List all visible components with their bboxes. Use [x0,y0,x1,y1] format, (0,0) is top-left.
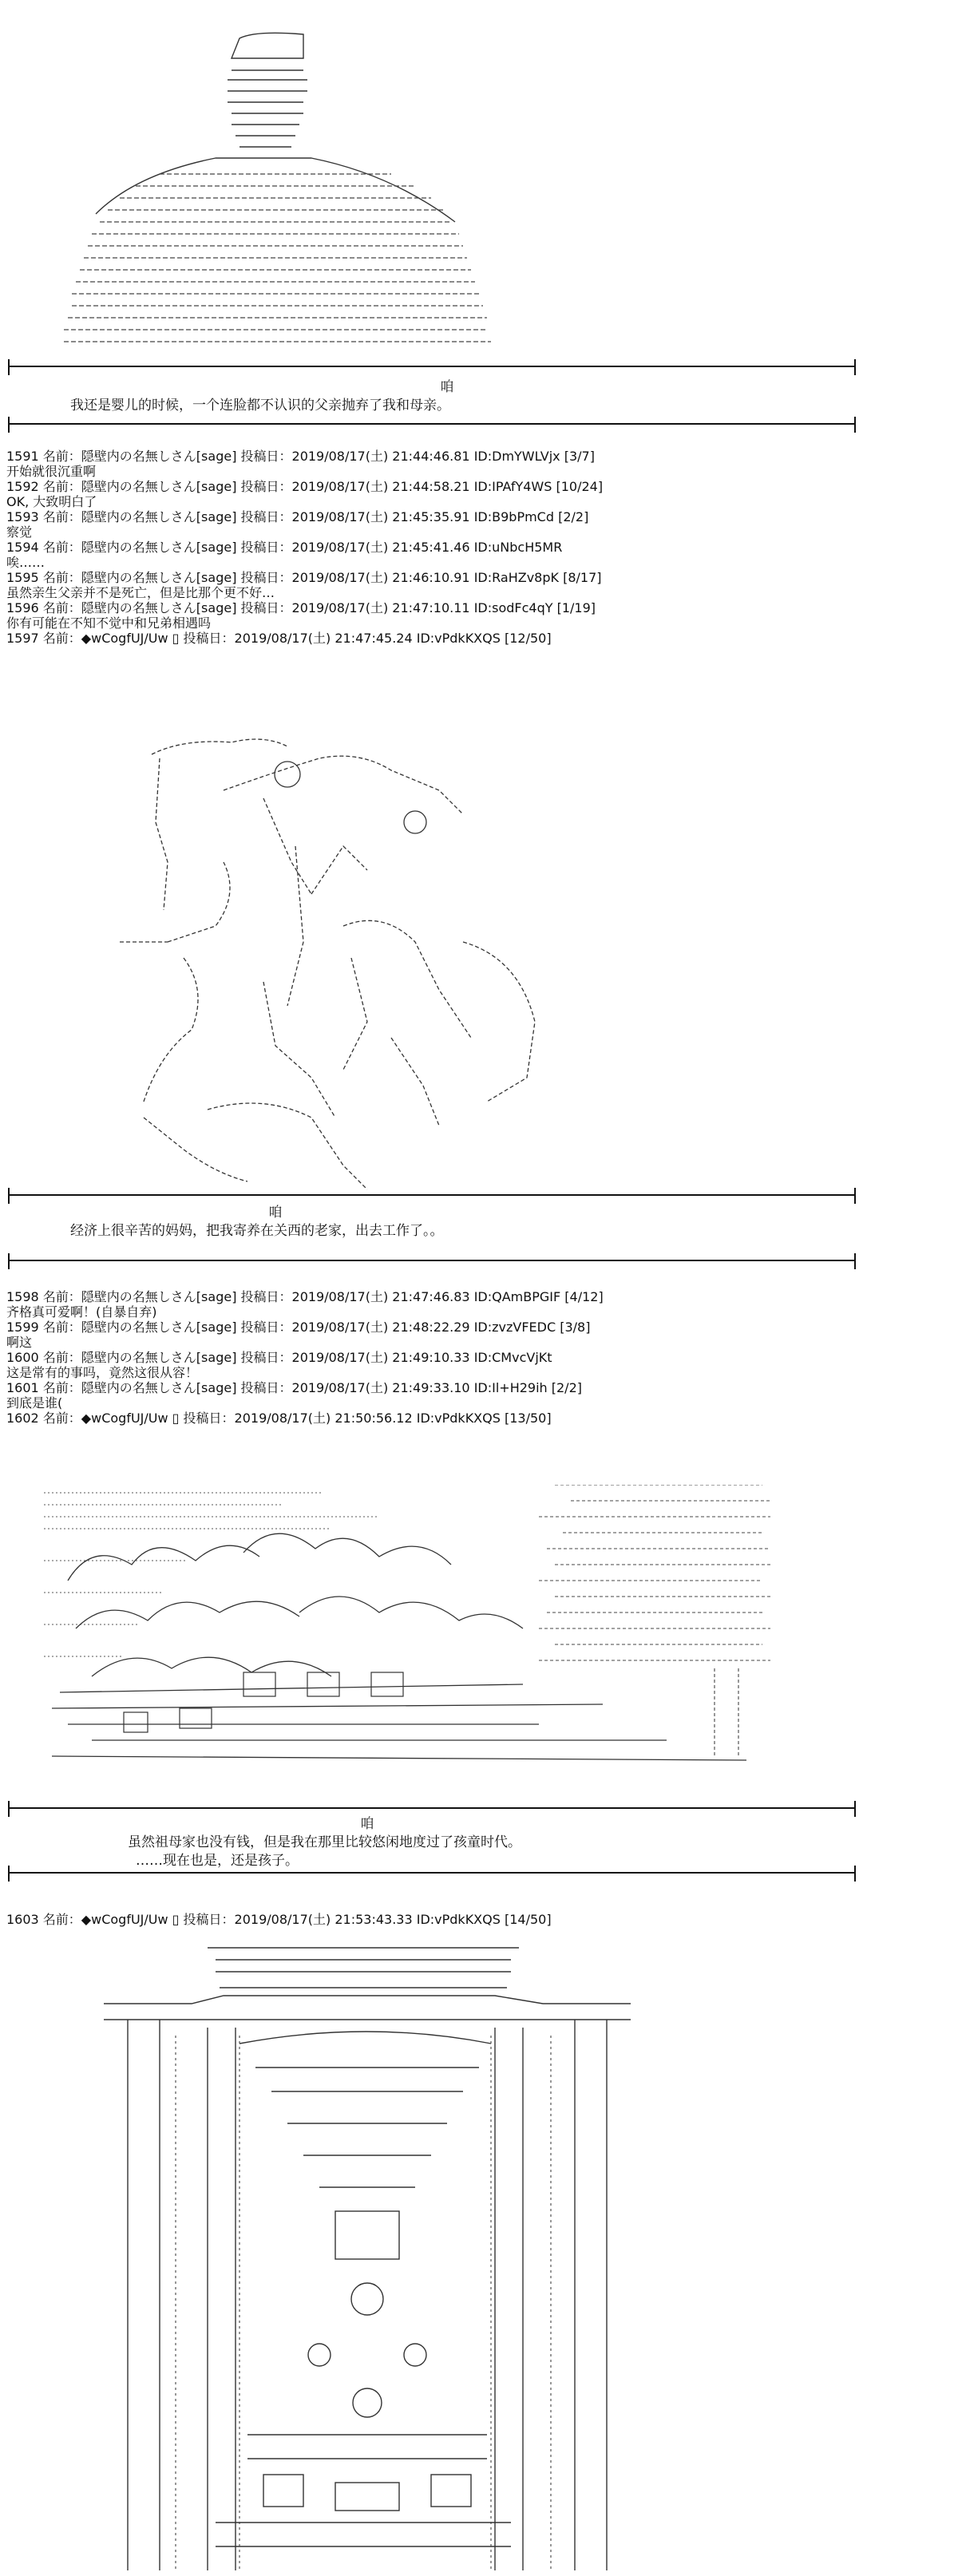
post-header: 1597 名前：◆wCogfUJ/Uw ▯ 投稿日：2019/08/17(土) 21:47:45.24 ID:vPdkKXQS [12/50] [6,631,552,646]
post-header: 1599 名前：隠壁内の名無しさん[sage] 投稿日：2019/08/17(土) 21:48:22.29 ID:zvzVFEDC [3/8] [6,1320,591,1335]
divider-1 [8,366,856,367]
divider-4 [8,1260,856,1261]
speaker-name: 咱 [268,1205,283,1221]
narration-text: 经济上很辛苦的妈妈，把我寄养在关西的老家，出去工作了。。 [70,1223,444,1239]
divider-2 [8,423,856,425]
post-header: 1593 名前：隠壁内の名無しさん[sage] 投稿日：2019/08/17(土) 21:45:35.91 ID:B9bPmCd [2/2] [6,509,589,524]
post-header: 1596 名前：隠壁内の名無しさん[sage] 投稿日：2019/08/17(土) 21:47:10.11 ID:sodFc4qY [1/19] [6,600,596,615]
post-header: 1601 名前：隠壁内の名無しさん[sage] 投稿日：2019/08/17(土) 21:49:33.10 ID:Il+H29ih [2/2] [6,1380,582,1395]
post-header: 1598 名前：隠壁内の名無しさん[sage] 投稿日：2019/08/17(土) 21:47:46.83 ID:QAmBPGIF [4/12] [6,1289,604,1304]
post-body: 唉…… [6,555,46,570]
post-body: 察觉 [6,524,33,540]
post-body: 这是常有的事吗，竟然这很从容！ [6,1365,199,1380]
post-header: 1591 名前：隠壁内の名無しさん[sage] 投稿日：2019/08/17(土) 21:44:46.81 ID:DmYWLVjx [3/7] [6,449,595,464]
post-header: 1595 名前：隠壁内の名無しさん[sage] 投稿日：2019/08/17(土) 21:46:10.91 ID:RaHZv8pK [8/17] [6,570,602,585]
post-header: 1600 名前：隠壁内の名無しさん[sage] 投稿日：2019/08/17(土) 21:49:10.33 ID:CMvcVjKt [6,1350,552,1365]
ascii-art-forest [44,1485,778,1780]
ascii-art-children [104,702,551,1197]
post-body: 啊这 [6,1335,33,1350]
post-body: 齐格真可爱啊！(自暴自弃) [6,1304,157,1320]
ascii-art-figure [40,22,519,358]
post-body: 开始就很沉重啊 [6,464,97,479]
ascii-art-shrine [96,1940,655,2570]
post-body: 到底是谁( [6,1395,63,1411]
narration-line-1: 虽然祖母家也没有钱，但是我在那里比较悠闲地度过了孩童时代。 [128,1834,521,1850]
post-body: 你有可能在不知不觉中和兄弟相遇吗 [6,615,212,631]
narration-line-2: ……现在也是，还是孩子。 [136,1853,299,1869]
post-header: 1592 名前：隠壁内の名無しさん[sage] 投稿日：2019/08/17(土) 21:44:58.21 ID:IPAfY4WS [10/24] [6,479,604,494]
post-body: OK, 大致明白了 [6,494,97,509]
post-header: 1602 名前：◆wCogfUJ/Uw ▯ 投稿日：2019/08/17(土) 21:50:56.12 ID:vPdkKXQS [13/50] [6,1411,552,1426]
narration-text: 我还是婴儿的时候，一个连脸都不认识的父亲抛弃了我和母亲。 [70,398,450,414]
divider-5 [8,1807,856,1809]
speaker-name: 咱 [440,379,454,395]
post-body: 虽然亲生父亲并不是死亡，但是比那个更不好… [6,585,275,600]
divider-3 [8,1194,856,1196]
post-header: 1603 名前：◆wCogfUJ/Uw ▯ 投稿日：2019/08/17(土) 21:53:43.33 ID:vPdkKXQS [14/50] [6,1912,552,1927]
post-header: 1594 名前：隠壁内の名無しさん[sage] 投稿日：2019/08/17(土) 21:45:41.46 ID:uNbcH5MR [6,540,563,555]
divider-6 [8,1872,856,1874]
speaker-name: 咱 [360,1816,374,1832]
